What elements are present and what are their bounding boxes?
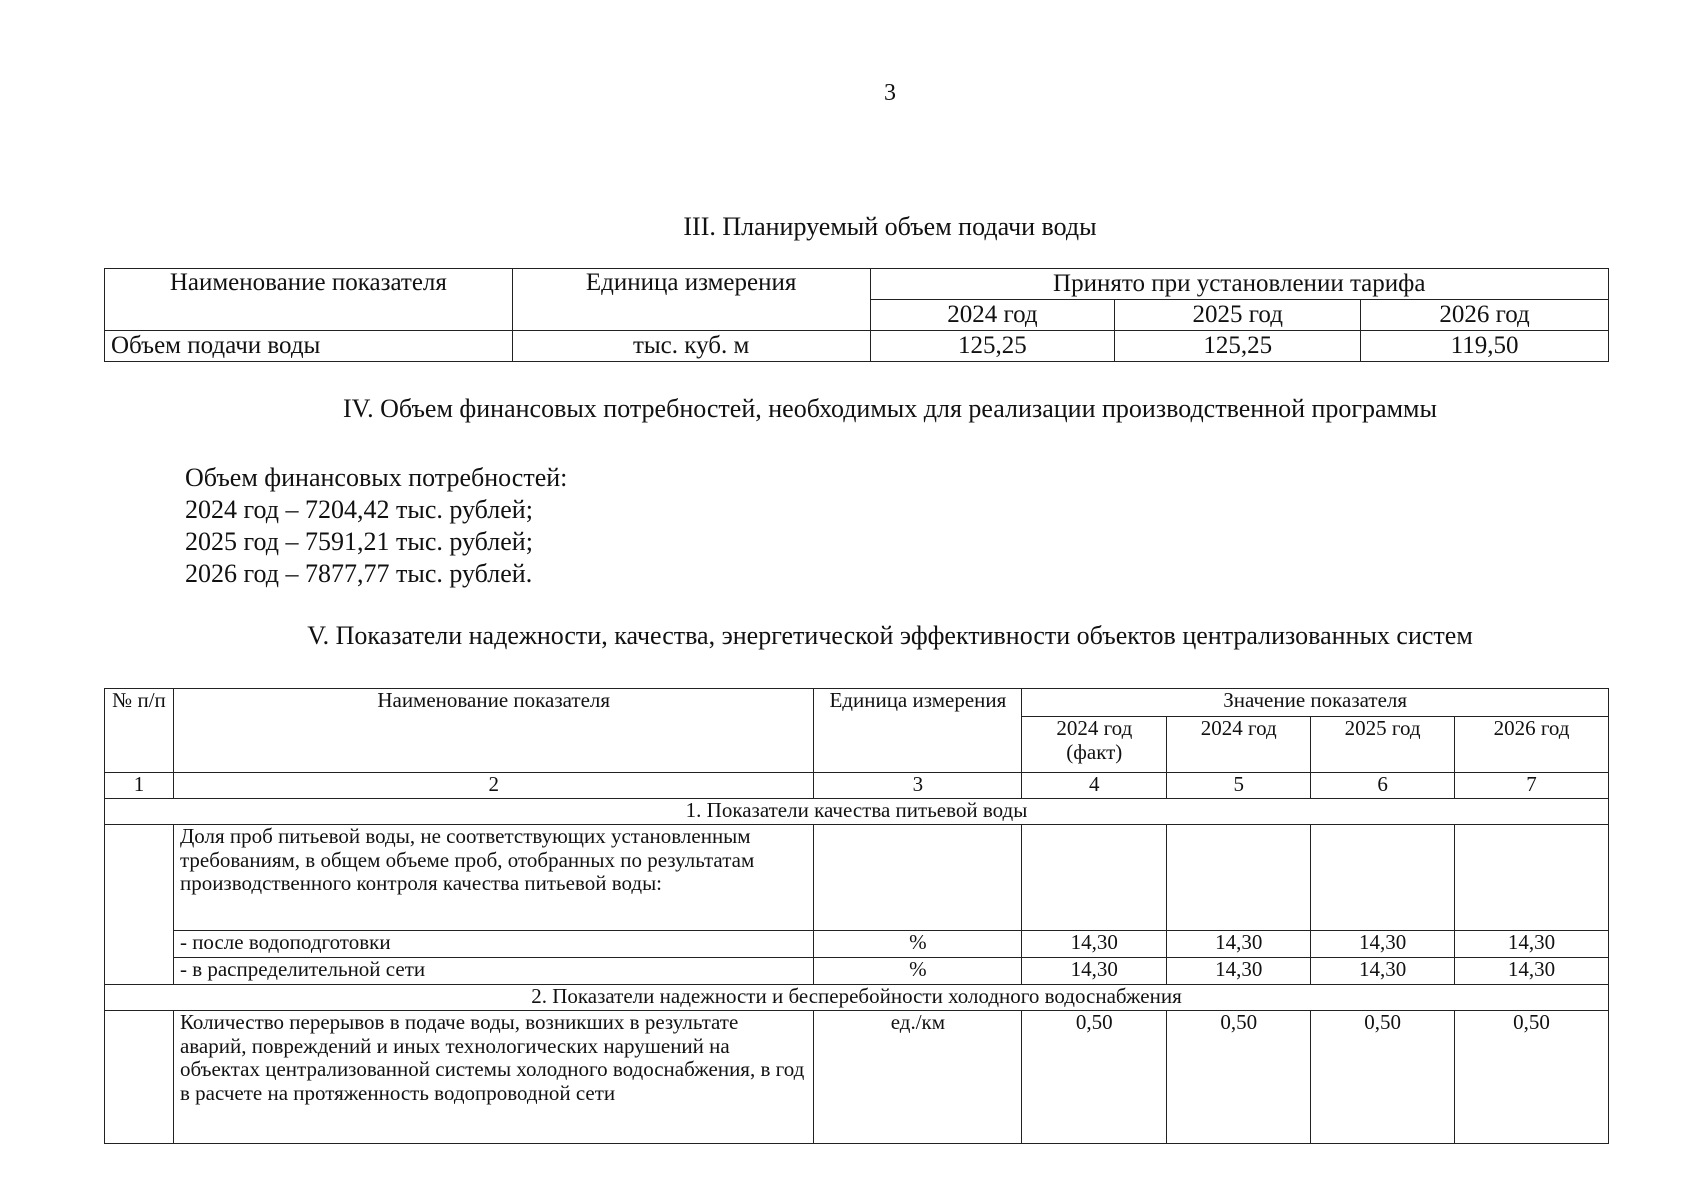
col-number: 3 <box>814 773 1022 799</box>
group-title: 2. Показатели надежности и бесперебойности холодного водоснабжения <box>105 985 1609 1011</box>
page-number: 3 <box>884 80 896 106</box>
row-value: 14,30 <box>1311 958 1455 985</box>
header-unit: Единица измерения <box>512 269 870 331</box>
col-number: 7 <box>1455 773 1609 799</box>
header-year: 2026 год <box>1455 717 1609 773</box>
table-row <box>105 931 1609 958</box>
row-value: 0,50 <box>1022 1011 1167 1144</box>
row-name: Количество перерывов в подаче воды, возникших в результате аварий, повреждений и иных технологических нарушений на объектах централизованной системы холодного водоснабжения, в год в расчете на протяженность водопроводной сети <box>173 1011 814 1144</box>
col-number: 2 <box>173 773 814 799</box>
col-number: 6 <box>1311 773 1455 799</box>
financial-line: 2025 год – 7591,21 тыс. рублей; <box>185 527 533 556</box>
row-value: 14,30 <box>1022 931 1167 958</box>
row-value: 125,25 <box>1115 331 1361 362</box>
row-unit: тыс. куб. м <box>512 331 870 362</box>
header-accepted: Принято при установлении тарифа <box>870 269 1609 300</box>
row-num <box>105 1011 174 1144</box>
header-unit: Единица измерения <box>814 689 1022 773</box>
table-row <box>105 1011 1609 1144</box>
header-indicator: Наименование показателя <box>173 689 814 773</box>
row-value: 14,30 <box>1455 958 1609 985</box>
row-unit: ед./км <box>814 1011 1022 1144</box>
header-year: 2025 год <box>1115 300 1361 331</box>
financial-line: 2026 год – 7877,77 тыс. рублей. <box>185 559 533 588</box>
section-4-title: IV. Объем финансовых потребностей, необходимых для реализации производственной программы <box>343 394 1437 423</box>
header-value: Значение показателя <box>1022 689 1609 717</box>
header-year: 2024 год <box>1167 717 1311 773</box>
row-value: 14,30 <box>1311 931 1455 958</box>
financial-needs-block <box>185 462 567 590</box>
financial-line: Объем финансовых потребностей: <box>185 463 568 492</box>
row-value: 0,50 <box>1311 1011 1455 1144</box>
indicators-table <box>104 688 1609 1144</box>
header-year: 2024 год (факт) <box>1022 717 1167 773</box>
header-year: 2026 год <box>1361 300 1609 331</box>
section-3-title: III. Планируемый объем подачи воды <box>683 212 1097 241</box>
table-row <box>105 958 1609 985</box>
group-title: 1. Показатели качества питьевой воды <box>105 799 1609 825</box>
row-name: Объем подачи воды <box>105 331 513 362</box>
col-number: 4 <box>1022 773 1167 799</box>
row-value: 14,30 <box>1167 958 1311 985</box>
table-row <box>105 825 1609 931</box>
row-value: 0,50 <box>1455 1011 1609 1144</box>
header-year: 2024 год <box>870 300 1115 331</box>
row-value: 14,30 <box>1022 958 1167 985</box>
row-name: - после водоподготовки <box>173 931 814 958</box>
section-5-title: V. Показатели надежности, качества, энергетической эффективности объектов централизованных систем <box>307 621 1473 650</box>
row-unit: % <box>814 958 1022 985</box>
col-number: 1 <box>105 773 174 799</box>
row-value: 14,30 <box>1455 931 1609 958</box>
header-indicator: Наименование показателя <box>105 269 513 331</box>
table-row <box>105 331 1609 362</box>
col-number: 5 <box>1167 773 1311 799</box>
water-supply-volume-table <box>104 268 1609 362</box>
row-unit: % <box>814 931 1022 958</box>
row-value: 119,50 <box>1361 331 1609 362</box>
row-value: 0,50 <box>1167 1011 1311 1144</box>
row-value: 125,25 <box>870 331 1115 362</box>
row-name: Доля проб питьевой воды, не соответствующих установленным требованиям, в общем объеме проб, отобранных по результатам производственного контроля качества питьевой воды: <box>173 825 814 931</box>
financial-line: 2024 год – 7204,42 тыс. рублей; <box>185 495 533 524</box>
column-numbers-row <box>105 773 1609 799</box>
header-year: 2025 год <box>1311 717 1455 773</box>
row-num <box>105 825 174 985</box>
row-value: 14,30 <box>1167 931 1311 958</box>
header-num: № п/п <box>105 689 174 773</box>
row-name: - в распределительной сети <box>173 958 814 985</box>
